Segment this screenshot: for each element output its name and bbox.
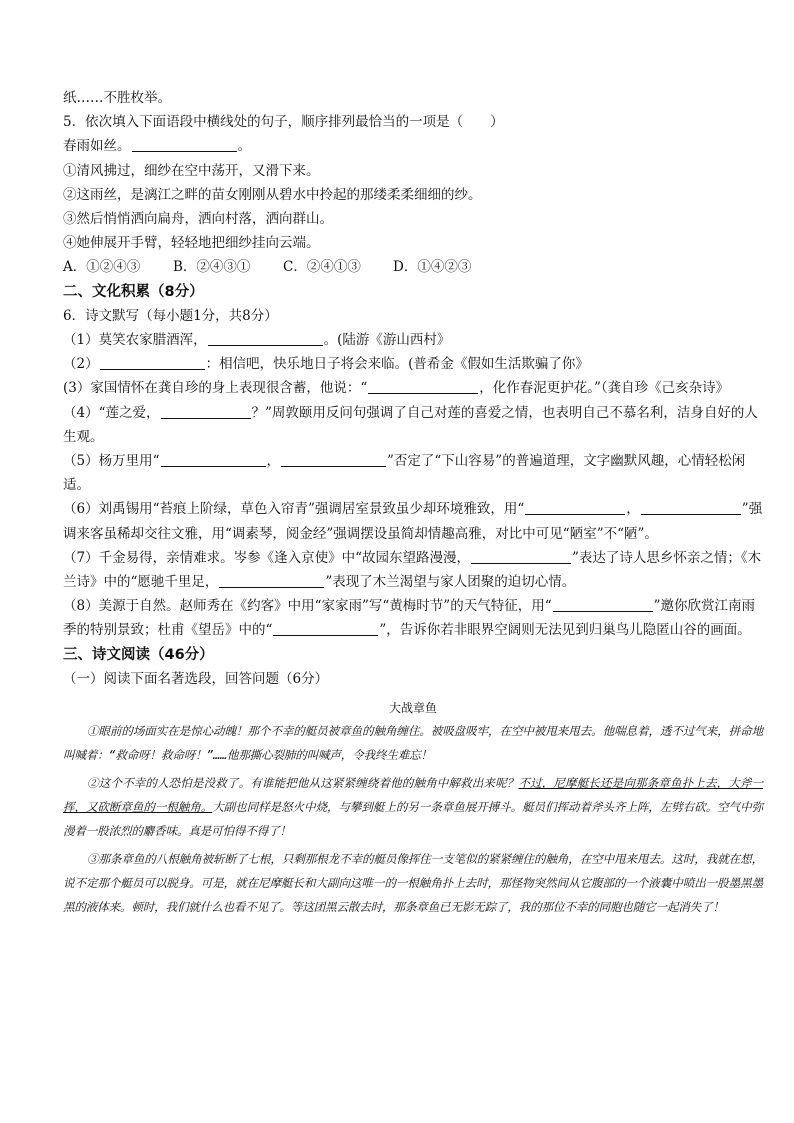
question-5: 5．依次填入下面语段中横线处的句子，顺序排列最恰当的一项是（ ） [63,114,504,131]
question-6-8: （8）美源于自然。赵师秀在《约客》中用“家家雨”写“黄梅时节”的天气特征，用“ ”邀你欣赏江南雨季的特别景致；杜甫《望岳》中的“ ”，告诉你若非眼界空阔则无法见到归巢鸟儿隐匿山谷的画面。 [63,598,756,639]
answer-blank[interactable] [281,452,386,467]
answer-blank[interactable] [553,597,653,612]
answer-blank[interactable] [161,404,251,419]
passage-paragraph-1: ①眼前的场面实在是惊心动魄！那个不幸的艇员被章鱼的触角缠住。被吸盘吸牢，在空中被甩来甩去。他喘息着，透不过气来，拼命地叫喊着：“救命呀！救命呀！”……他那撕心裂肺的叫喊声，令我终生难忘！ [63,724,763,763]
question-5-options [63,255,763,279]
section-3-heading: 三、诗文阅读（46分） [63,646,214,663]
question-6-4: （4）“莲之爱， ？”周敦颐用反问句强调了自己对莲的喜爱之情，也表明自己不慕名利，洁身自好的人生观。 [63,404,758,445]
answer-blank[interactable] [132,137,237,152]
text-line: 纸……不胜枚举。 [63,90,171,106]
answer-blank[interactable] [273,621,378,636]
question-6-7: （7）千金易得，亲情难求。岑参《逢入京使》中“故园东望路漫漫， ”表达了诗人思乡怀亲之情；《木兰诗》中的“愿驰千里足， ”表现了木兰渴望与家人团聚的迫切心情。 [63,549,762,591]
answer-blank[interactable] [219,573,324,588]
passage-paragraph-3: ③那条章鱼的八根触角被斩断了七根，只剩那根龙不幸的艇员像挥住一支笔似的紧紧缠住的触角，在空中甩来甩去。这时，我就在想，说不定那个艇员可以脱身。可是，就在尼摩艇长和大副向这唯一的一根触角扑上去时，那怪物突然间从它腹部的一个液囊中喷出一股墨黑墨黑的液体来。顿时，我们就什么也看不见了。等这团黑云散去时，那条章鱼已无影无踪了，我的那位不幸的同胞也随它一起消失了！ [63,852,763,915]
answer-blank[interactable] [471,549,571,564]
option-b[interactable]: B．②④③① [173,259,251,276]
question-6-6: （6）刘禹锡用“苔痕上阶绿，草色入帘青”强调居室景致虽少却环境雅致，用“ ， ”强调来客虽稀却交往文雅，用“调素琴，阅金经”强调摆设虽简却情趣高雅，对比中可见“陋室”不“陋”。 [63,501,763,542]
option-d[interactable]: D．①④②③ [393,259,472,276]
section-2-heading: 二、文化积累（8分） [63,283,204,300]
sentence-3: ③然后悄悄洒向扁舟，洒向村落，洒向群山。 [63,211,333,228]
question-6-5: （5）杨万里用“ ， ”否定了“下山容易”的普遍道理，文字幽默风趣，心情轻松闲适。 [63,453,746,494]
option-c[interactable]: C．②④①③ [283,259,361,276]
answer-blank[interactable] [100,355,205,370]
question-6-3: (3）家国情怀在龚自珍的身上表现很含蓄，他说：“ ，化作春泥更护花。”（龚自珍《己亥杂诗》 [63,380,730,397]
underlined-sentence: 不过，尼摩艇长还是向那条章鱼扑上去，大斧一挥，又砍断章鱼的一根触角。 [63,776,763,815]
passage-title: 大战章鱼 [388,701,437,716]
sub-section-1: （一）阅读下面名著选段，回答问题（6分） [63,670,329,687]
answer-blank[interactable] [641,500,741,515]
sentence-4: ④她伸展开手臂，轻轻地把细纱挂向云端。 [63,235,320,252]
question-6-2: （2） ：相信吧，快乐地日子将会来临。(普希金《假如生活欺骗了你》 [63,356,589,373]
option-a[interactable]: A．①②④③ [63,259,141,276]
answer-blank[interactable] [368,379,478,394]
question-6-1: （1）莫笑农家腊酒浑， 。(陆游《游山西村》 [63,332,451,349]
question-5-stem: 春雨如丝。 。 [63,138,251,155]
question-6: 6．诗文默写（每小题1分，共8分） [63,307,278,324]
sentence-2: ②这雨丝，是漓江之畔的苗女刚刚从碧水中拎起的那缕柔柔细细的纱。 [63,186,482,203]
exam-page [63,86,763,919]
answer-blank[interactable] [525,500,625,515]
sentence-1: ①清风拂过，细纱在空中荡开，又滑下来。 [63,162,320,179]
passage-paragraph-2: ②这个不幸的人恐怕是没救了。有谁能把他从这紧紧缠绕着他的触角中解救出来呢？不过，尼摩艇长还是向那条章鱼扑上去，大斧一挥，又砍断章鱼的一根触角。大副也同样是怒火中烧，与攀到艇上的另一条章鱼展开搏斗。艇员们挥动着斧头齐上阵，左劈右砍。空气中弥漫着一股浓烈的麝香味。真是可怕得不得了！ [63,776,763,839]
answer-blank[interactable] [208,331,323,346]
answer-blank[interactable] [161,452,266,467]
